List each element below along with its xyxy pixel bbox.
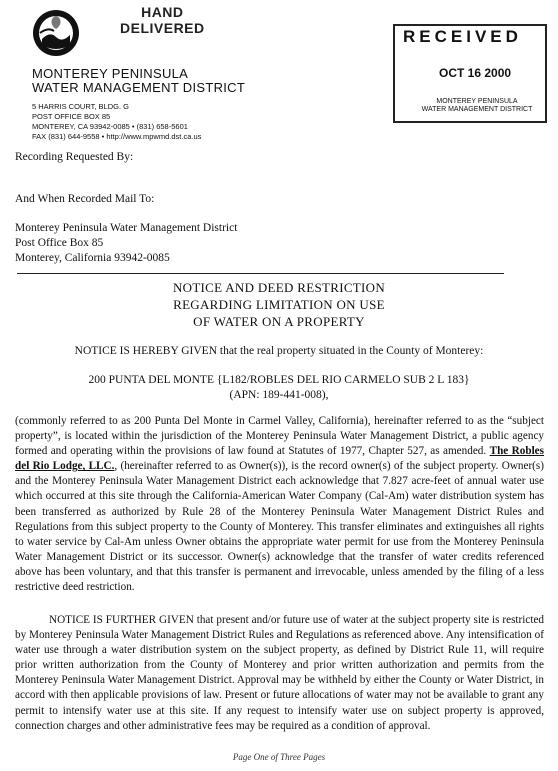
recording-requested-by: Recording Requested By: bbox=[15, 151, 134, 163]
paragraph-text: that present and/or future use of water at the subject property site is restricted by Monterey Peninsula Water Management District Rules and Regulations as referenced above. Any intensification of water use through a water distribution system on the subject property, as defined by District Rule 11, will require prior written authorization from the County of Monterey and prior written authorization and permits from the Monterey Peninsula Water Management District. Approval may be withheld by either the County or Water District, in accord with then applicable provisions of law. Present or future allocations of water may not be available to grant any permit to intensify water use at this site. If any request to intensify water use on subject property is approved, connection charges and other administrative fees may be required as a condition of approval. bbox=[15, 614, 545, 732]
notice-lead: NOTICE IS HEREBY GIVEN bbox=[74, 345, 217, 357]
property-description: 200 PUNTA DEL MONTE {L182/ROBLES DEL RIO CARMELO SUB 2 L 183} bbox=[88, 374, 470, 386]
document-title-line3: OF WATER ON A PROPERTY bbox=[193, 314, 365, 329]
address-line: FAX (831) 644-9558 • http://www.mpwmd.dst.ca.us bbox=[32, 132, 202, 141]
owner-name: The Robles del Rio Lodge, LLC. bbox=[15, 445, 544, 473]
paragraph-text: , (hereinafter referred to as Owner(s)), is the record owner(s) of the subject property. Owner(s) and the Monterey Peninsula Water Management District each acknowledge that 7.827 acre-feet of annual water use which occurred at this site through the California-American Water Company (Cal-Am) water distribution system has been transferred as authorized by Rule 28 of the Monterey Peninsula Water Management District Rules and Regulations from this subject property to the County of Monterey. This transfer eliminates and extinguishes all rights to water service by Cal-Am unless Owner obtains the appropriate water permit for use from the Monterey Peninsula Water Management District or its successor. Owner(s) acknowledge that the transfer of water credits referenced above has been voluntary, and that this transfer is permanent and irrevocable, unless amended by the filing of a less restrictive deed restriction. bbox=[15, 460, 544, 594]
hand-note-line2: DELIVERED bbox=[120, 20, 205, 36]
property-apn: (APN: 189-441-008), bbox=[229, 389, 329, 401]
recording-divider bbox=[17, 273, 504, 274]
notice-hereby-given bbox=[0, 345, 558, 357]
stamp-org-line2: WATER MANAGEMENT DISTRICT bbox=[421, 106, 533, 113]
address-line: POST OFFICE BOX 85 bbox=[32, 112, 111, 121]
mail-to-line: Monterey Peninsula Water Management District bbox=[15, 222, 238, 234]
document-title-line2: REGARDING LIMITATION ON USE bbox=[173, 297, 385, 312]
letterhead-address bbox=[32, 102, 201, 142]
further-lead: NOTICE IS FURTHER GIVEN bbox=[49, 614, 194, 626]
received-stamp bbox=[393, 24, 546, 120]
address-line: 5 HARRIS COURT, BLDG. G bbox=[32, 102, 129, 111]
letterhead-org-line1: MONTEREY PENINSULA bbox=[32, 66, 189, 81]
stamp-org-line1: MONTEREY PENINSULA bbox=[436, 98, 518, 105]
further-notice-paragraph bbox=[15, 613, 544, 734]
notice-rest: that the real property situated in the County of Monterey: bbox=[217, 345, 484, 357]
document-title-line1: NOTICE AND DEED RESTRICTION bbox=[172, 280, 386, 295]
stamp-received-word: RECEIVED bbox=[403, 27, 522, 46]
page-number: Page One of Three Pages bbox=[232, 752, 326, 762]
stamp-org bbox=[417, 98, 537, 114]
when-recorded-mail-to: And When Recorded Mail To: bbox=[15, 193, 155, 205]
paragraph-text: (commonly referred to as 200 Punta Del Monte in Carmel Valley, California), hereinafter referred to as the “subject property”, is located within the jurisdiction of the Monterey Peninsula Water Management District, a public agency formed and operating within the provisions of law found at Statutes of 1977, Chapter 527, as amended. bbox=[15, 415, 544, 458]
address-line: MONTEREY, CA 93942-0085 • (831) 658-5601 bbox=[32, 122, 188, 131]
letterhead-org-line2: WATER MANAGEMENT DISTRICT bbox=[32, 80, 246, 95]
mail-to-line: Post Office Box 85 bbox=[15, 237, 104, 249]
stamp-date: OCT 16 2000 bbox=[439, 66, 512, 80]
mail-to-line: Monterey, California 93942-0085 bbox=[15, 252, 170, 264]
hand-note-line1: HAND bbox=[141, 4, 184, 20]
hand-delivered-note bbox=[120, 4, 205, 36]
district-logo bbox=[32, 9, 80, 57]
restriction-paragraph bbox=[15, 414, 544, 595]
